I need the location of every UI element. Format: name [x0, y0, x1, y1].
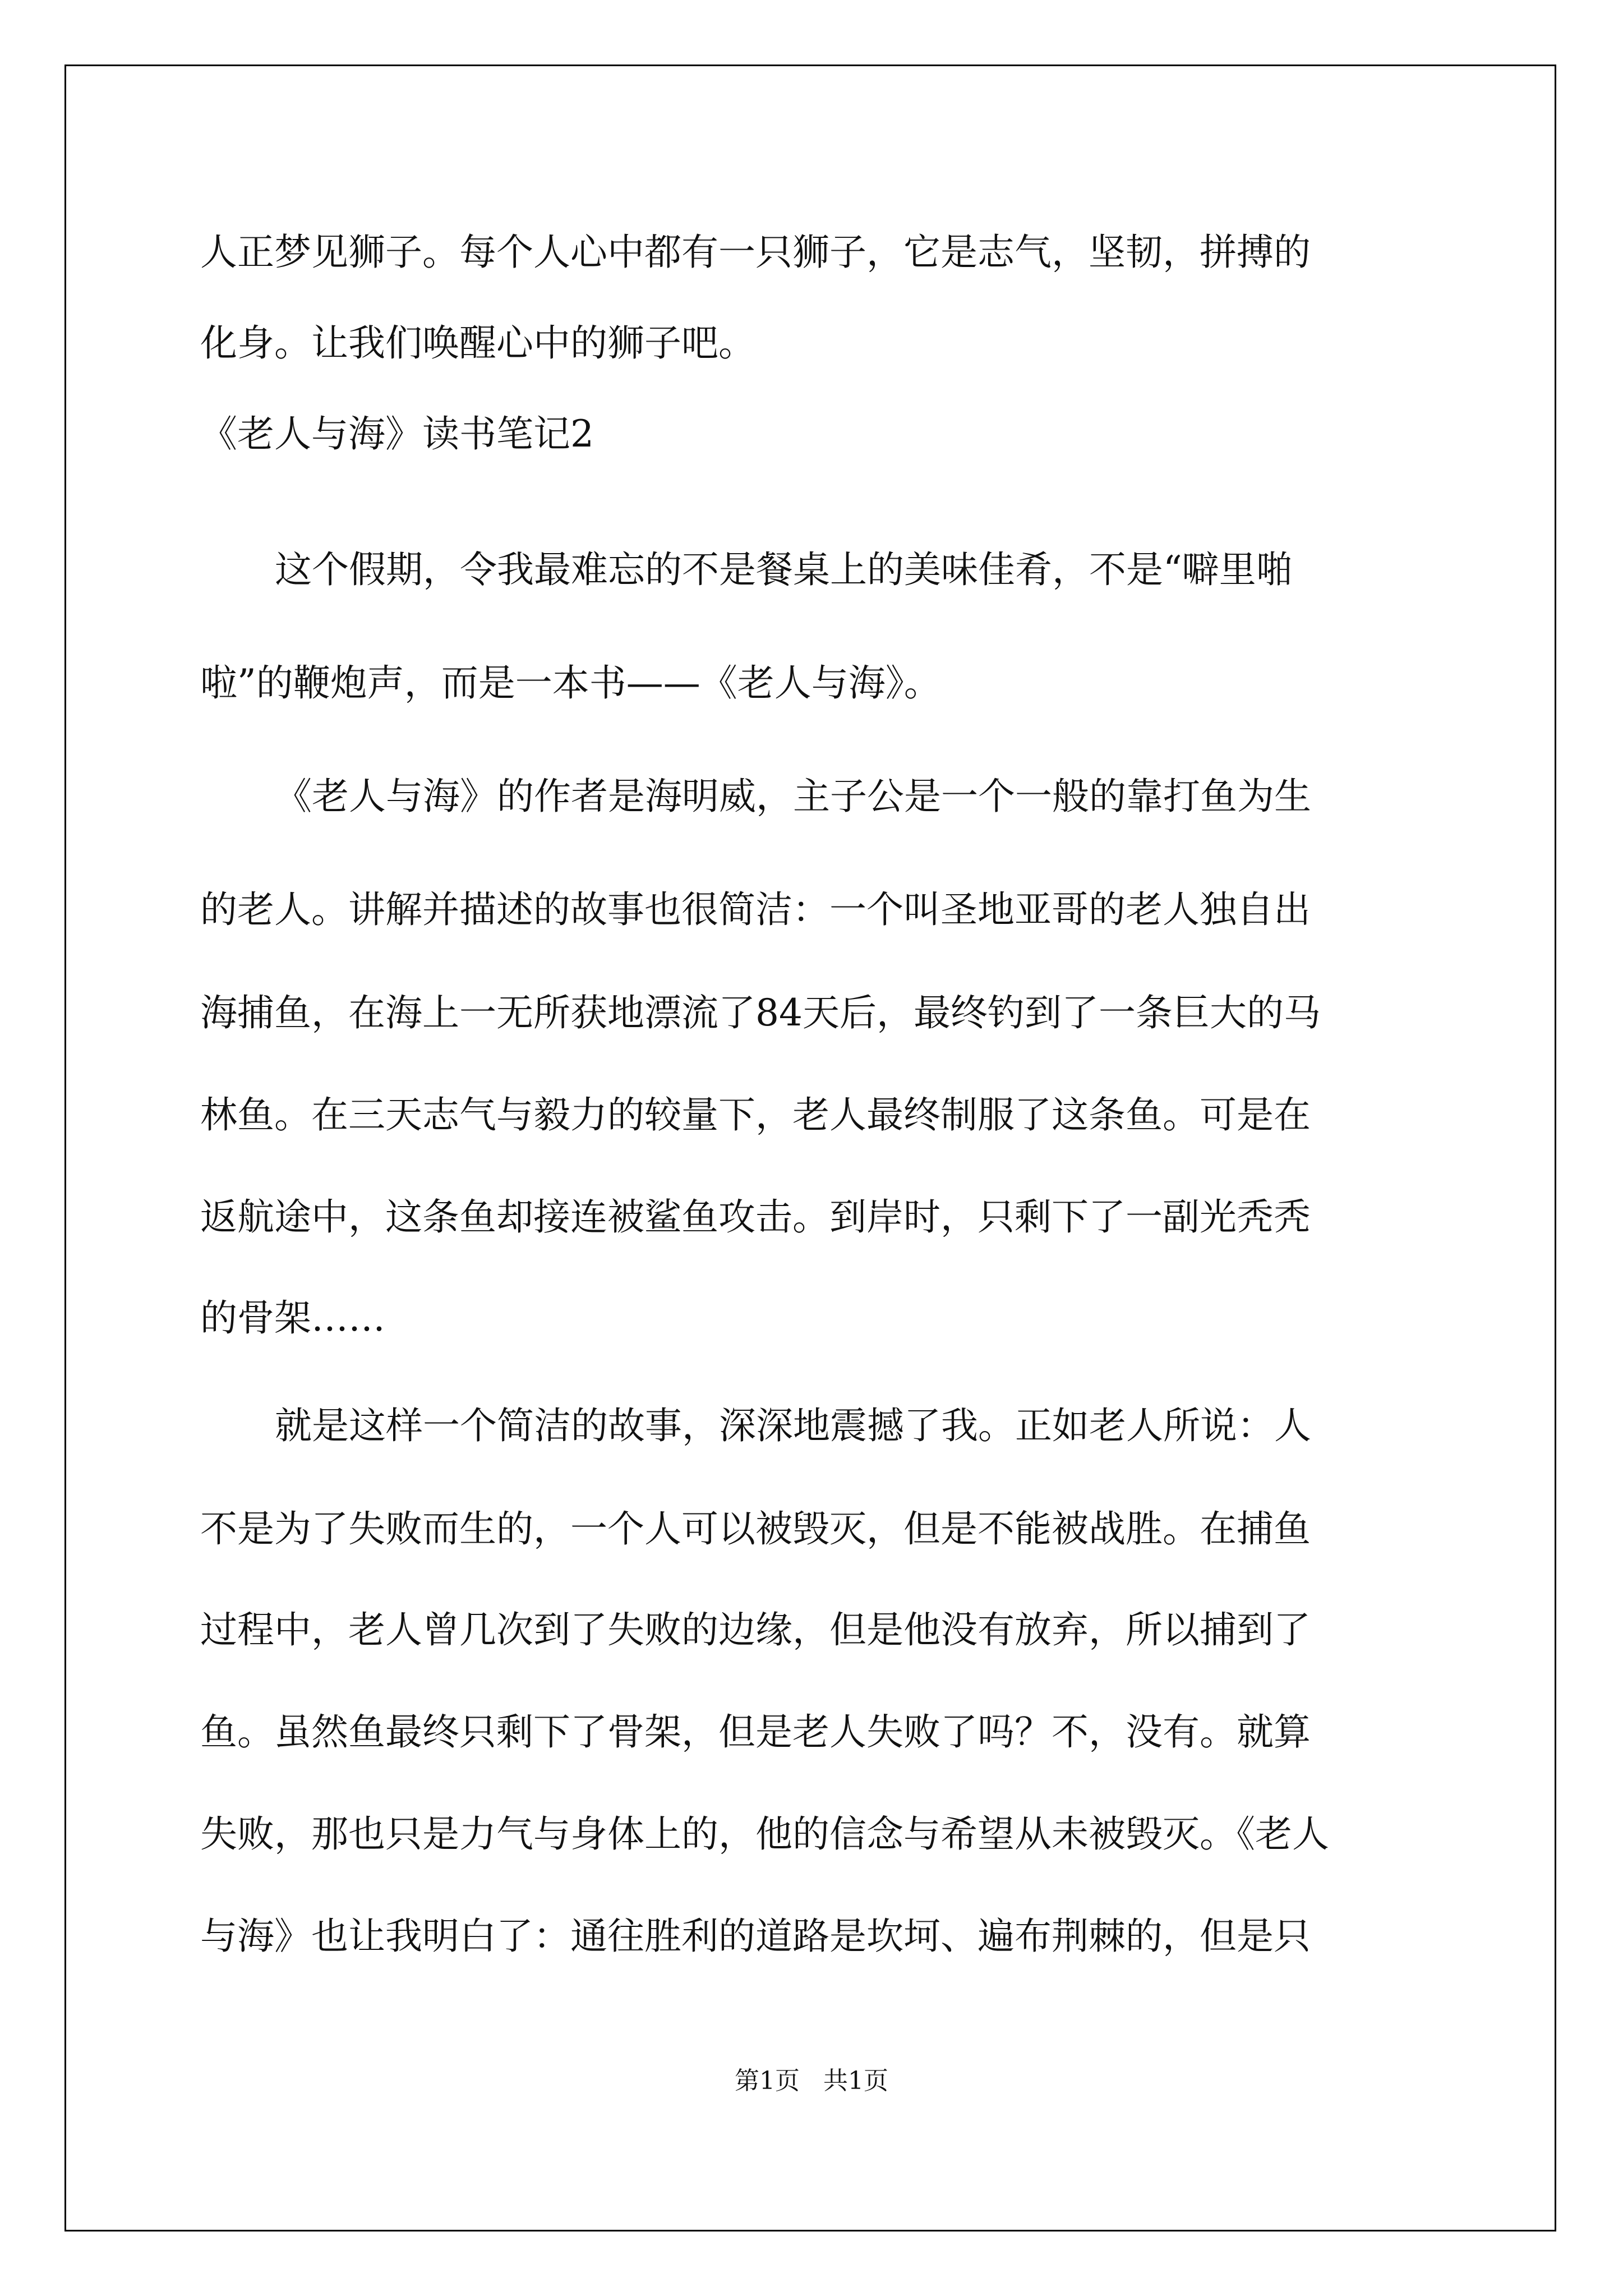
- page-border: [64, 65, 1556, 2231]
- paragraph-3-line-6: 的骨架……: [200, 1296, 385, 1340]
- paragraph-4-line-3: 过程中，老人曾几次到了失败的边缘，但是他没有放弃，所以捕到了: [200, 1608, 1311, 1651]
- paragraph-3-line-1: 《老人与海》的作者是海明威，主子公是一个一般的靠打鱼为生: [275, 775, 1311, 818]
- paragraph-4-line-5: 失败，那也只是力气与身体上的，他的信念与希望从未被毁灭。《老人: [200, 1812, 1329, 1856]
- paragraph-1-line-2: 化身。让我们唤醒心中的狮子吧。: [200, 321, 755, 365]
- paragraph-4-line-6: 与海》也让我明白了：通往胜利的道路是坎坷、遍布荆棘的，但是只: [200, 1915, 1311, 1958]
- paragraph-3-line-2: 的老人。讲解并描述的故事也很简洁：一个叫圣地亚哥的老人独自出: [200, 888, 1311, 931]
- paragraph-3-line-4: 林鱼。在三天志气与毅力的较量下，老人最终制服了这条鱼。可是在: [200, 1093, 1311, 1137]
- section-heading: 《老人与海》读书笔记2: [200, 412, 594, 455]
- paragraph-2-line-2: 啦”的鞭炮声，而是一本书——《老人与海》。: [200, 661, 941, 705]
- page-number: 第1页 共1页: [735, 2067, 888, 2095]
- paragraph-1-line-1: 人正梦见狮子。每个人心中都有一只狮子，它是志气，坚韧，拼搏的: [200, 231, 1311, 274]
- paragraph-4-line-4: 鱼。虽然鱼最终只剩下了骨架，但是老人失败了吗？不，没有。就算: [200, 1710, 1311, 1754]
- paragraph-2-line-1: 这个假期，令我最难忘的不是餐桌上的美味佳肴，不是“噼里啪: [275, 548, 1293, 591]
- paragraph-3-line-5: 返航途中，这条鱼却接连被鲨鱼攻击。到岸时，只剩下了一副光秃秃: [200, 1195, 1311, 1239]
- paragraph-3-line-3: 海捕鱼，在海上一无所获地漂流了84天后，最终钓到了一条巨大的马: [200, 991, 1321, 1034]
- paragraph-4-line-1: 就是这样一个简洁的故事，深深地震撼了我。正如老人所说：人: [275, 1404, 1311, 1447]
- paragraph-4-line-2: 不是为了失败而生的，一个人可以被毁灭，但是不能被战胜。在捕鱼: [200, 1507, 1311, 1550]
